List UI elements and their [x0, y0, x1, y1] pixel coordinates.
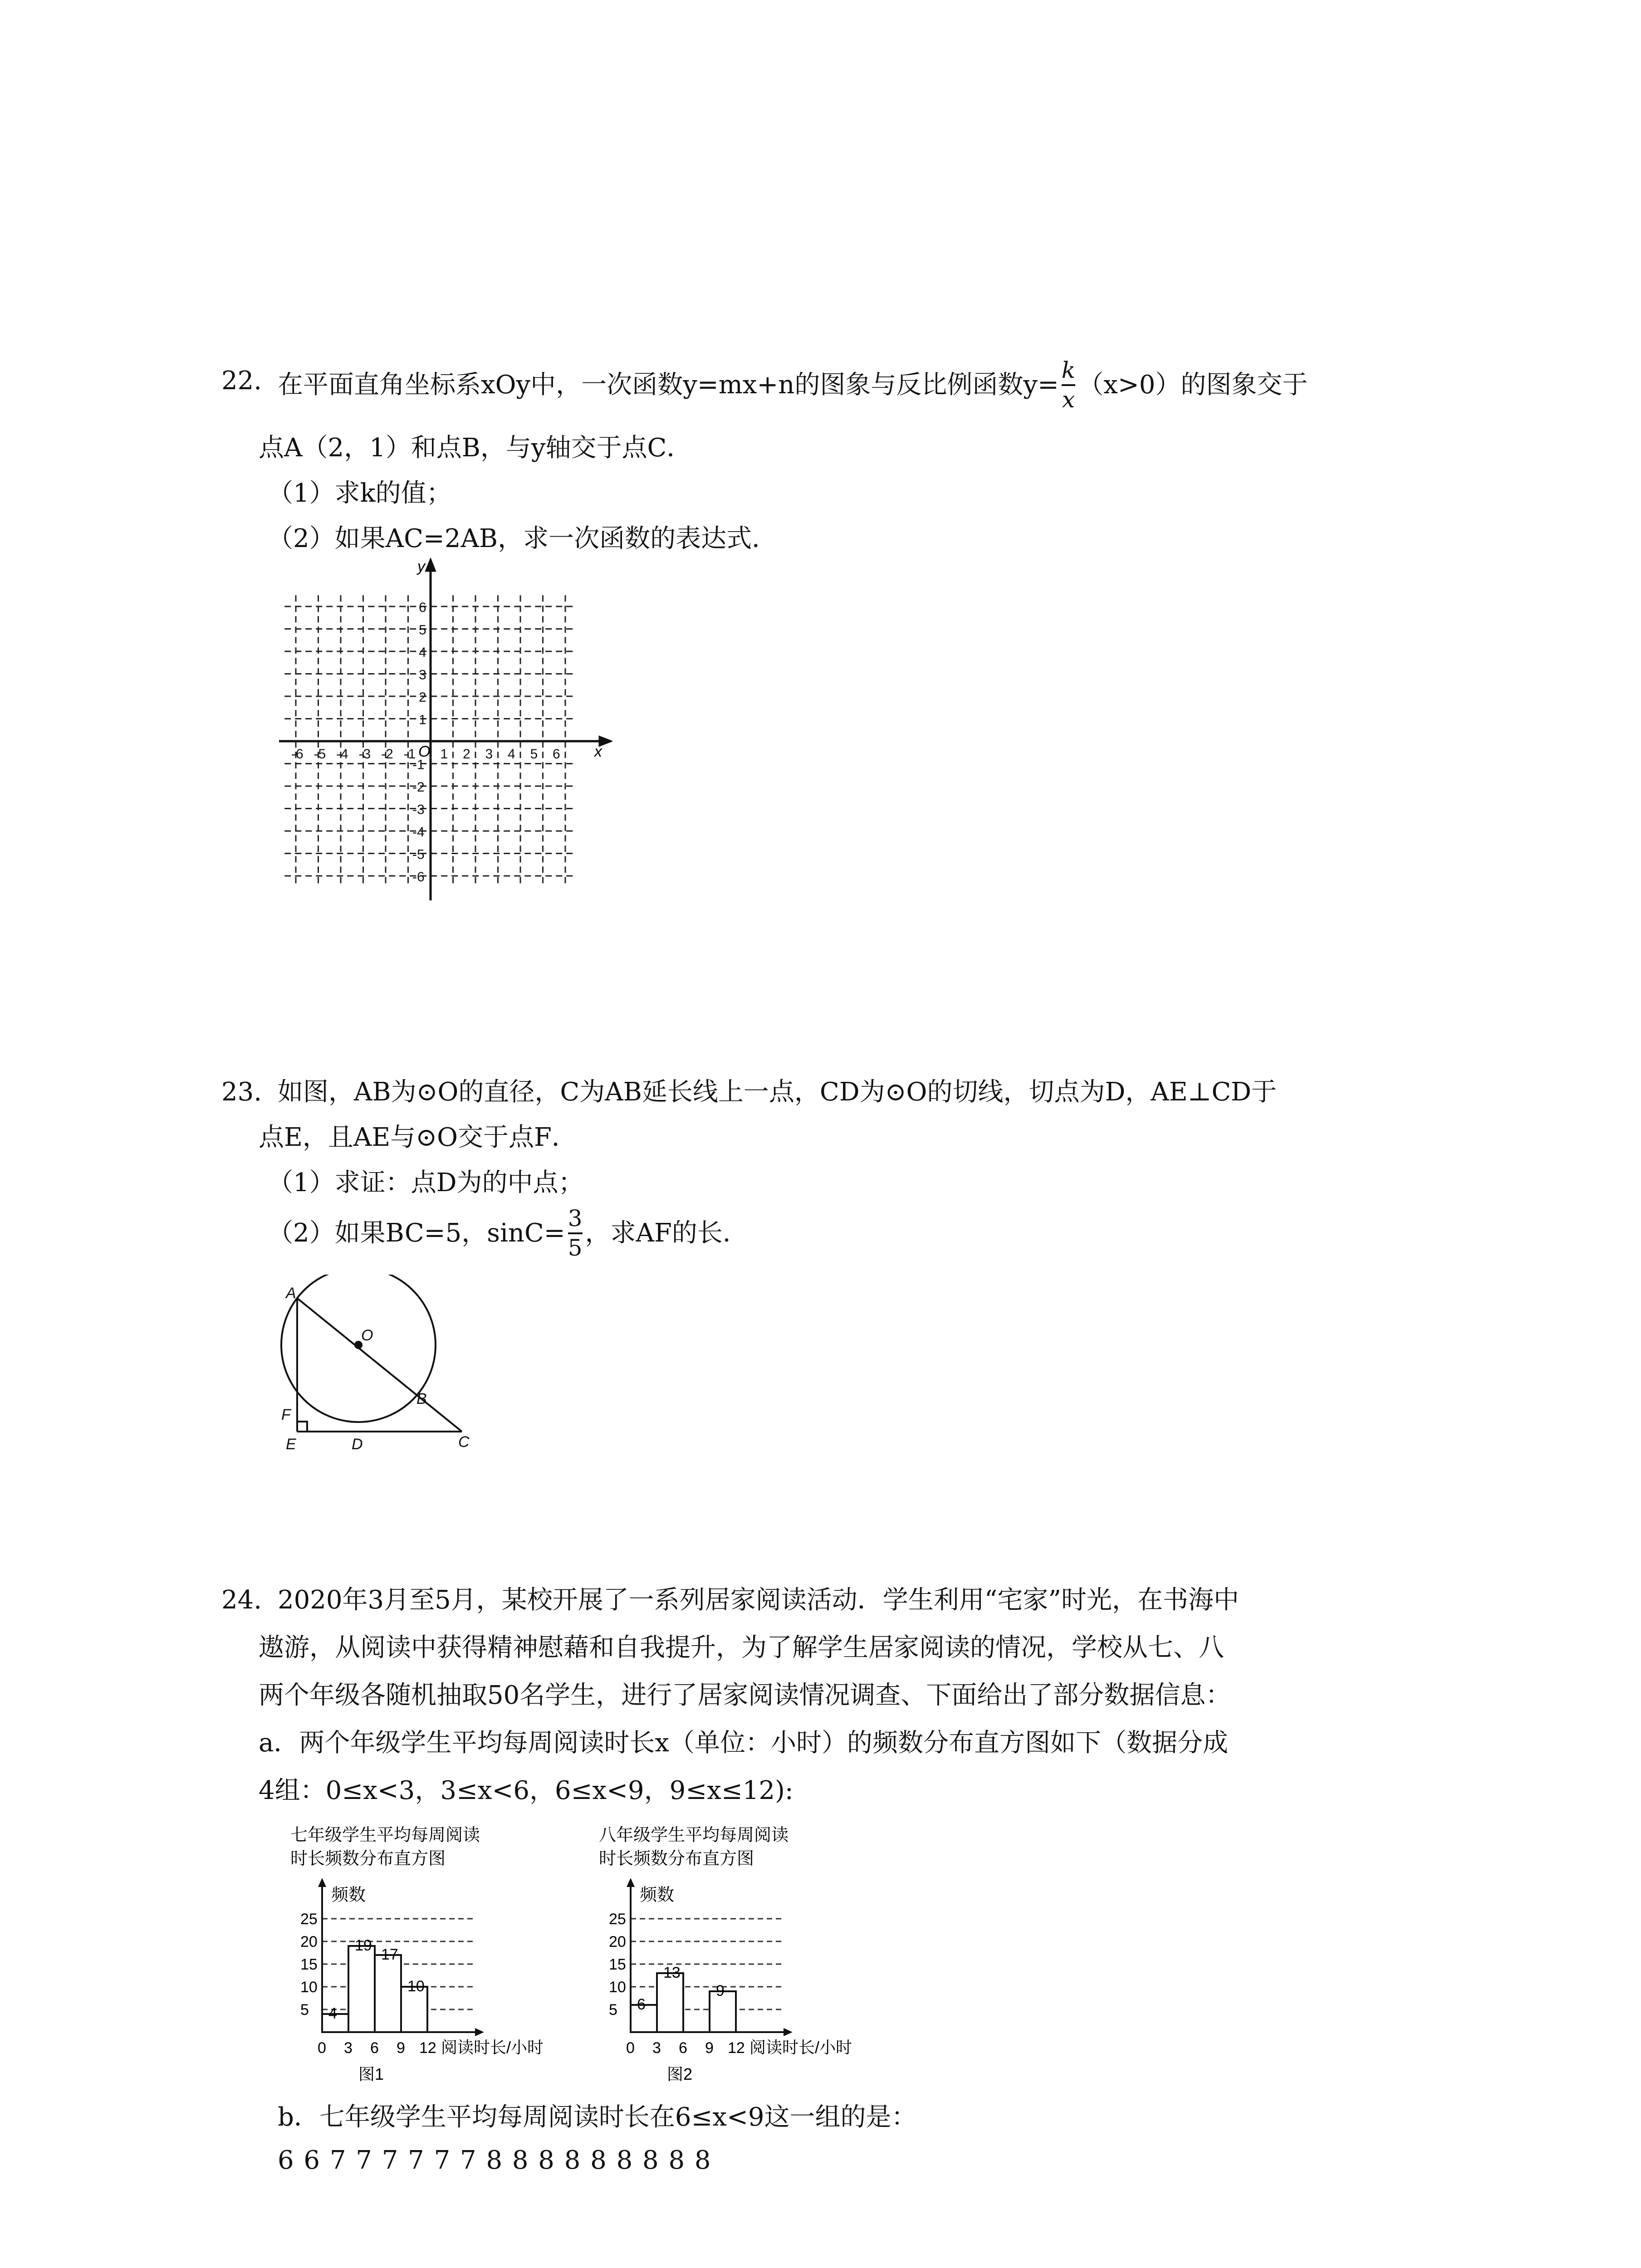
y-tick--4: -4 [412, 825, 425, 840]
y-tick-5: 5 [300, 2001, 309, 2019]
q23-line2: 点E，且AE与⊙O交于点F． [259, 1123, 577, 1152]
q22-fraction-k-over-x [1062, 358, 1075, 411]
y-tick--6: -6 [412, 870, 425, 885]
label-b: B [416, 1390, 427, 1408]
q23-line1: 如图，AB为⊙O的直径，C为AB延长线上一点，CD为⊙O的切线，切点为D，AE⊥CD于 [278, 1077, 1277, 1107]
chart-xlabel: 阅读时长/小时 [441, 2038, 544, 2057]
q23-sub1: （1）求证：点D为的中点； [268, 1168, 584, 1198]
x-tick-1: 1 [440, 747, 448, 762]
histogram-grade7 [272, 1819, 599, 2100]
x-tick--3: -3 [358, 747, 371, 762]
bar-value-label: 9 [716, 1982, 725, 1999]
label-c: C [458, 1433, 470, 1451]
q24-line3: 两个年级各随机抽取50名学生，进行了居家阅读情况调查、下面给出了部分数据信息： [259, 1681, 1231, 1710]
q22-y-axis-label: y [417, 558, 425, 575]
y-tick-25: 25 [300, 1911, 318, 1928]
label-f: F [281, 1406, 291, 1423]
x-tick-0: 0 [318, 2039, 326, 2057]
q23-frac-num: 3 [568, 1205, 583, 1232]
q22-frac-num: k [1061, 357, 1076, 383]
x-tick--1: -1 [403, 747, 416, 762]
bar-value-label: 6 [637, 1996, 646, 2013]
bar-value-label: 10 [407, 1978, 425, 1995]
y-tick-3: 3 [419, 667, 426, 683]
bar-3-6 [657, 1973, 683, 2032]
bar-value-label: 19 [355, 1937, 372, 1954]
x-tick-9: 9 [397, 2039, 405, 2057]
q24-line4: a．两个年级学生平均每周阅读时长x（单位：小时）的频数分布直方图如下（数据分成 [259, 1728, 1228, 1758]
x-tick--2: -2 [381, 747, 393, 762]
y-tick--3: -3 [412, 802, 425, 817]
q23-number: 23. [221, 1077, 262, 1107]
chart-title-line2: 时长频数分布直方图 [290, 1849, 446, 1868]
x-tick-5: 5 [530, 747, 538, 762]
chart-title-line1: 八年级学生平均每周阅读 [599, 1826, 789, 1845]
q22-line1 [278, 358, 1308, 411]
chart-caption: 图1 [358, 2065, 384, 2083]
y-tick--5: -5 [412, 847, 425, 862]
chart-xlabel: 阅读时长/小时 [749, 2038, 852, 2057]
q22-origin-label: O [418, 743, 431, 760]
right-angle-mark [297, 1422, 307, 1432]
chart-ylabel: 频数 [331, 1886, 366, 1905]
bar-3-6 [348, 1946, 375, 2032]
q22-sub2: （2）如果AC=2AB，求一次函数的表达式． [268, 524, 778, 553]
q24-line-b: b．七年级学生平均每周阅读时长在6≤x<9这一组的是： [278, 2102, 917, 2132]
q22-line2: 点A（2，1）和点B，与y轴交于点C． [259, 433, 692, 463]
q23-sub2 [268, 1207, 748, 1260]
q23-sub2-b: ，求AF的长． [585, 1218, 748, 1248]
y-tick-5: 5 [419, 622, 426, 638]
y-tick-5: 5 [609, 2001, 617, 2019]
x-tick-0: 0 [626, 2039, 635, 2057]
x-tick-9: 9 [705, 2039, 714, 2057]
q24-line5: 4组：0≤x<3，3≤x<6，6≤x<9，9≤x≤12): [259, 1776, 794, 1805]
label-d: D [352, 1436, 363, 1453]
y-tick-25: 25 [609, 1911, 626, 1928]
x-tick-2: 2 [463, 747, 470, 762]
x-tick-12: 12 [728, 2039, 745, 2057]
bar-value-label: 13 [663, 1964, 681, 1981]
bar-value-label: 4 [328, 2005, 337, 2022]
q23-frac-den: 5 [568, 1234, 583, 1261]
bar-value-label: 17 [381, 1946, 398, 1963]
y-tick-20: 20 [300, 1933, 318, 1950]
q23-circle-figure [272, 1275, 481, 1461]
x-tick-6: 6 [553, 747, 560, 762]
label-a: A [286, 1285, 296, 1302]
q22-frac-den: x [1062, 386, 1075, 413]
q24-line1: 2020年3月至5月，某校开展了一系列居家阅读活动．学生利用“宅家”时光，在书海中 [278, 1585, 1239, 1615]
y-tick--1: -1 [412, 757, 425, 772]
q22-x-axis-label: x [594, 743, 602, 760]
y-tick-15: 15 [300, 1956, 318, 1973]
q23-fraction-3-over-5 [568, 1207, 583, 1260]
x-tick-3: 3 [344, 2039, 353, 2057]
y-tick-4: 4 [419, 645, 426, 660]
y-tick-6: 6 [419, 600, 426, 615]
label-o: O [361, 1327, 373, 1344]
histogram-grade8 [581, 1819, 907, 2100]
q24-line-b-data: 6 6 7 7 7 7 7 7 8 8 8 8 8 8 8 8 8 [278, 2146, 712, 2175]
x-tick--6: -6 [291, 747, 304, 762]
q22-line1-b: （x>0）的图象交于 [1078, 370, 1308, 400]
diameter-ab-extended [297, 1298, 462, 1432]
chart-title-line2: 时长频数分布直方图 [599, 1849, 754, 1868]
chart-ylabel: 频数 [640, 1886, 675, 1905]
x-tick-6: 6 [370, 2039, 379, 2057]
chart-title-line1: 七年级学生平均每周阅读 [290, 1826, 480, 1845]
x-tick--5: -5 [314, 747, 326, 762]
x-tick-6: 6 [679, 2039, 687, 2057]
x-tick-3: 3 [485, 747, 493, 762]
x-tick--4: -4 [336, 747, 348, 762]
bar-6-9 [375, 1955, 401, 2032]
y-tick-15: 15 [609, 1956, 626, 1973]
chart-caption: 图2 [667, 2065, 693, 2083]
q23-sub2-a: （2）如果BC=5，sinC= [268, 1218, 565, 1248]
y-tick-20: 20 [609, 1933, 626, 1950]
q24-line2: 遨游，从阅读中获得精神慰藉和自我提升，为了解学生居家阅读的情况，学校从七、八 [259, 1633, 1224, 1662]
y-tick-1: 1 [419, 712, 426, 728]
y-tick-10: 10 [609, 1979, 626, 1996]
q22-sub1: （1）求k的值； [268, 479, 452, 508]
y-tick--2: -2 [412, 780, 425, 795]
q24-number: 24. [221, 1585, 262, 1615]
q22-number: 22. [221, 366, 262, 396]
q22-coordinate-grid [277, 558, 612, 903]
x-tick-3: 3 [652, 2039, 661, 2057]
y-tick-10: 10 [300, 1979, 318, 1996]
x-tick-12: 12 [419, 2039, 436, 2057]
y-tick-2: 2 [419, 690, 426, 705]
q22-line1-a: 在平面直角坐标系xOy中，一次函数y=mx+n的图象与反比例函数y= [278, 370, 1059, 400]
x-tick-4: 4 [508, 747, 515, 762]
label-e: E [286, 1436, 296, 1453]
